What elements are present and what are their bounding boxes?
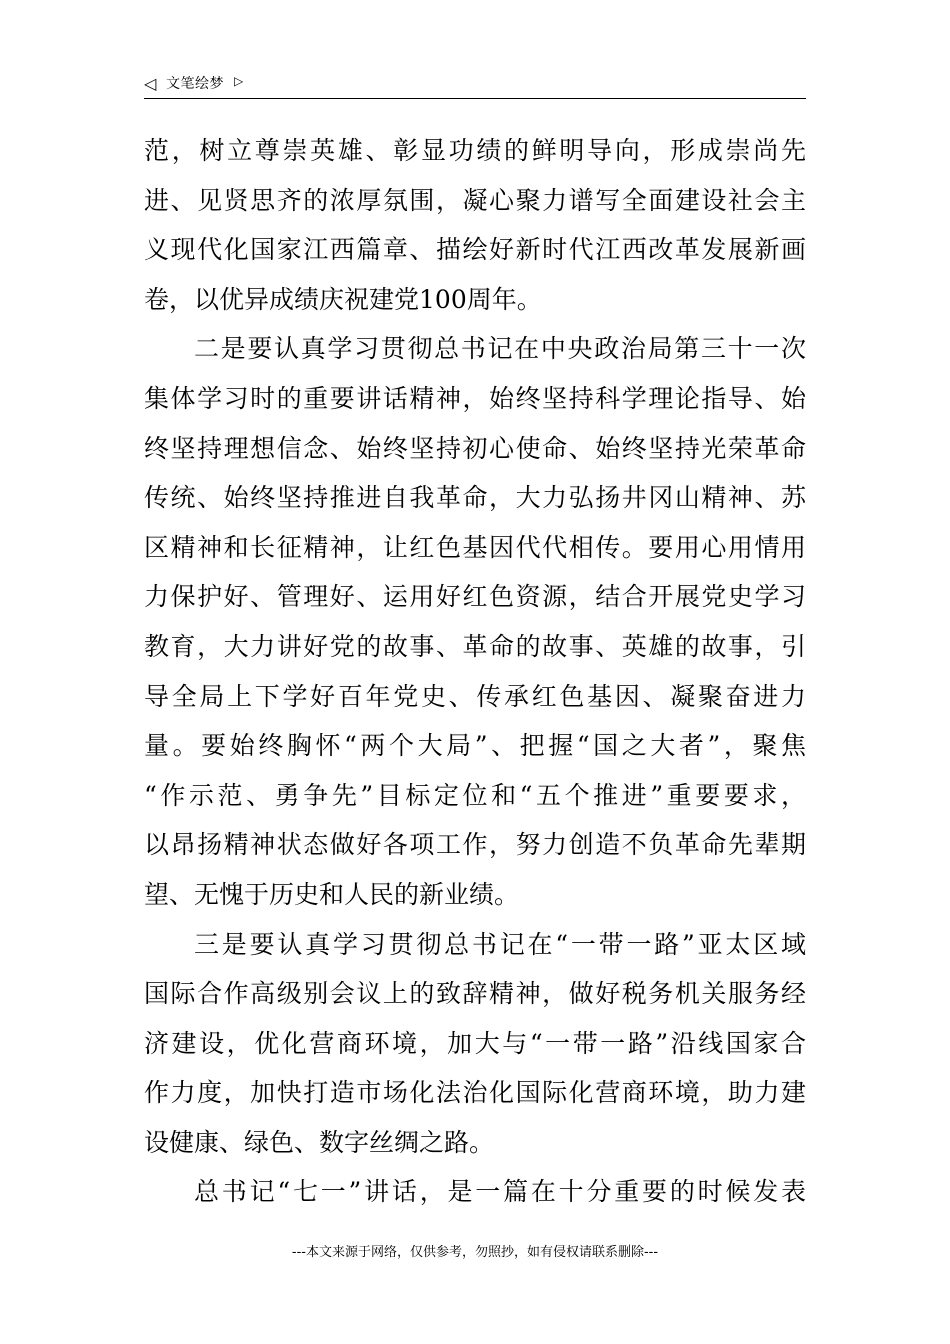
text-line: 作力度，加快打造市场化法治化国际化营商环境，助力建 [144, 1078, 806, 1108]
text-line: 范，树立尊崇英雄、彰显功绩的鲜明导向，形成崇尚先 [144, 136, 806, 165]
text-line: 总书记“七一”讲话，是一篇在十分重要的时候发表 [194, 1177, 806, 1207]
triangle-left-icon: ◁ [144, 74, 157, 93]
footer-disclaimer: ---本文来源于网络，仅供参考，勿照抄，如有侵权请联系删除--- [291, 1245, 659, 1260]
text-line: 力保护好、管理好、运用好红色资源，结合开展党史学习 [144, 582, 806, 612]
text-line: 设健康、绿色、数字丝绸之路。 [144, 1127, 495, 1157]
header-brand: 文笔绘梦 [166, 76, 224, 92]
page-header [144, 72, 806, 99]
text-line: 导全局上下学好百年党史、传承红色基因、凝聚奋进力 [144, 681, 806, 711]
text-line: 终坚持理想信念、始终坚持初心使命、始终坚持光荣革命 [144, 433, 806, 463]
text-line: 国际合作高级别会议上的致辞精神，做好税务机关服务经 [144, 979, 806, 1009]
text-line: 量。要始终胸怀“两个大局”、把握“国之大者”，聚焦 [144, 731, 806, 761]
text-line: 卷，以优异成绩庆祝建党100周年。 [144, 284, 542, 314]
text-line: 三是要认真学习贯彻总书记在“一带一路”亚太区域 [194, 929, 806, 959]
text-line: 二是要认真学习贯彻总书记在中央政治局第三十一次 [194, 334, 806, 364]
text-line: 进、见贤思齐的浓厚氛围，凝心聚力谱写全面建设社会主 [144, 185, 806, 215]
document-body [144, 126, 806, 1217]
text-line: 集体学习时的重要讲话精神，始终坚持科学理论指导、始 [144, 383, 806, 413]
text-line: 望、无愧于历史和人民的新业绩。 [144, 879, 520, 909]
text-line: “作示范、勇争先”目标定位和“五个推进”重要要求， [144, 780, 806, 810]
text-line: 传统、始终坚持推进自我革命，大力弘扬井冈山精神、苏 [144, 483, 806, 513]
triangle-right-icon: ▷ [234, 74, 244, 88]
text-line: 区精神和长征精神，让红色基因代代相传。要用心用情用 [144, 532, 806, 562]
text-line: 济建设，优化营商环境，加大与“一带一路”沿线国家合 [144, 1028, 806, 1058]
text-line: 义现代化国家江西篇章、描绘好新时代江西改革发展新画 [144, 235, 806, 265]
text-line: 以昂扬精神状态做好各项工作，努力创造不负革命先辈期 [144, 830, 806, 860]
text-line: 教育，大力讲好党的故事、革命的故事、英雄的故事，引 [144, 631, 806, 661]
